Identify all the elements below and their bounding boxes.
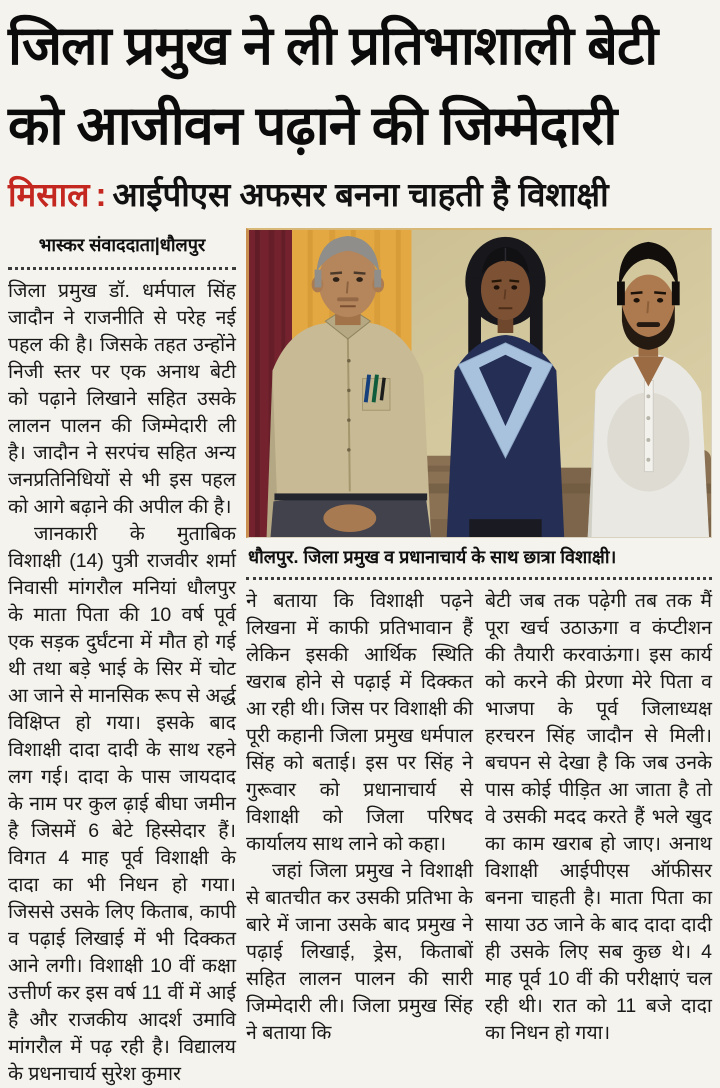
- subheadline-text: आईपीएस अफसर बनना चाहती है विशाक्षी: [112, 176, 609, 213]
- headline: [8, 6, 712, 166]
- byline: भास्कर संवाददाता|धौलपुर: [8, 228, 236, 270]
- headline-line-2: को आजीवन पढ़ाने की जिम्मेदारी: [8, 96, 617, 156]
- paragraph: जहां जिला प्रमुख ने विशाक्षी से बातचीत कर उसकी प्रतिभा के बारे में जाना उसके बाद प्रमुख ने पढ़ाई लिखाई, ड्रेस, किताबों सहित लालन पालन की सारी जिम्मेदारी ली। जिला प्रमुख सिंह ने बताया कि: [246, 860, 473, 1044]
- body-columns: [246, 588, 712, 1047]
- article-body: [8, 228, 712, 1088]
- article-column-1: [8, 228, 236, 1088]
- article-right-region: [246, 228, 712, 1047]
- subheadline-separator: :: [95, 176, 107, 213]
- paragraph: जानकारी के मुताबिक विशाक्षी (14) पुत्री राजवीर शर्मा निवासी मांगरौल मनियां धौलपुर के माता पिता की 10 वर्ष पूर्व एक सड़क दुर्घंटना में मौत हो गई थी तथा बड़े भाई के सिर में चोट आ जाने से मानसिक रूप से अर्द्ध विक्षिप्त हो गया। इसके बाद विशाक्षी दादा दादी के साथ रहने लग गई। दादा के पास जायदाद के नाम पर कुल ढ़ाई बीघा जमीन है जिसमें 6 बेटे हिस्सेदार हैं। विगत 4 माह पूर्व विशाक्षी के दादा का भी निधन हो गया। जिससे उसके लिए किताब, कापी व पढ़ाई लिखाई में भी दिक्कत आने लगी। विशाक्षी 10 वीं कक्षा उत्तीर्ण कर इस वर्ष 11 वीं में आई है और राजकीय आदर्श उमावि मांगरौल में पढ़ रही है। विद्यालय के प्रधनाचार्य सुरेश कुमार: [8, 523, 236, 1085]
- paragraph: ने बताया कि विशाक्षी पढ़ने लिखना में काफी प्रतिभावान हैं लेकिन इसकी आर्थिक स्थिति खराब होने से पढ़ाई में दिक्कत आ रही थी। जिस पर विशाक्षी की पूरी कहानी जिला प्रमुख धर्मपाल सिंह को बताई। इस पर सिंह ने गुरूवार को प्रधानाचार्य से विशाक्षी को जिला परिषद कार्यालय साथ लाने को कहा।: [246, 590, 473, 855]
- headline-line-1: जिला प्रमुख ने ली प्रतिभाशाली बेटी: [8, 16, 658, 76]
- article-column-3: [485, 588, 712, 1047]
- subheadline: [8, 170, 712, 220]
- photo-caption: धौलपुर. जिला प्रमुख व प्रधानाचार्य के साथ छात्रा विशाक्षी।: [246, 538, 712, 580]
- paragraph: जिला प्रमुख डॉ. धर्मपाल सिंह जादौन ने राजनीति से परेह नई पहल की है। जिसके तहत उन्होंने निजी स्तर पर एक अनाथ बेटी को पढ़ाने लिखाने सहित उसके लालन पालन की जिम्मेदारी ली है। जादौन ने सरपंच सहित अन्य जनप्रतिनिधियों से भी इस पहल को आगे बढ़ाने की अपील की है।: [8, 280, 236, 518]
- photo-illustration: [249, 230, 711, 537]
- article-column-2: [246, 588, 473, 1047]
- news-photo: [246, 228, 712, 538]
- subheadline-kicker: मिसाल: [8, 176, 90, 213]
- paragraph: बेटी जब तक पढ़ेगी तब तक मैं पूरा खर्च उठाऊगा व कंप्टीशन की तैयारी करवाऊंगा। इस कार्य को करने की प्रेरणा मेरे पिता व भाजपा के पूर्व जिलाध्यक्ष हरचरन सिंह जादौन से मिली। बचपन से देखा है कि जब उनके पास कोई पीड़ित आ जाता है तो वे उसकी मदद करते हैं भले खुद का काम खराब हो जाए। अनाथ विशाक्षी आईपीएस ऑफीसर बनना चाहती है। माता पिता का साया उठ जाने के बाद दादा दादी ही उसके लिए सब कुछ थे। 4 माह पूर्व 10 वीं की परीक्षाएं चल रही थी। रात को 11 बजे दादा का निधन हो गया।: [485, 590, 712, 1044]
